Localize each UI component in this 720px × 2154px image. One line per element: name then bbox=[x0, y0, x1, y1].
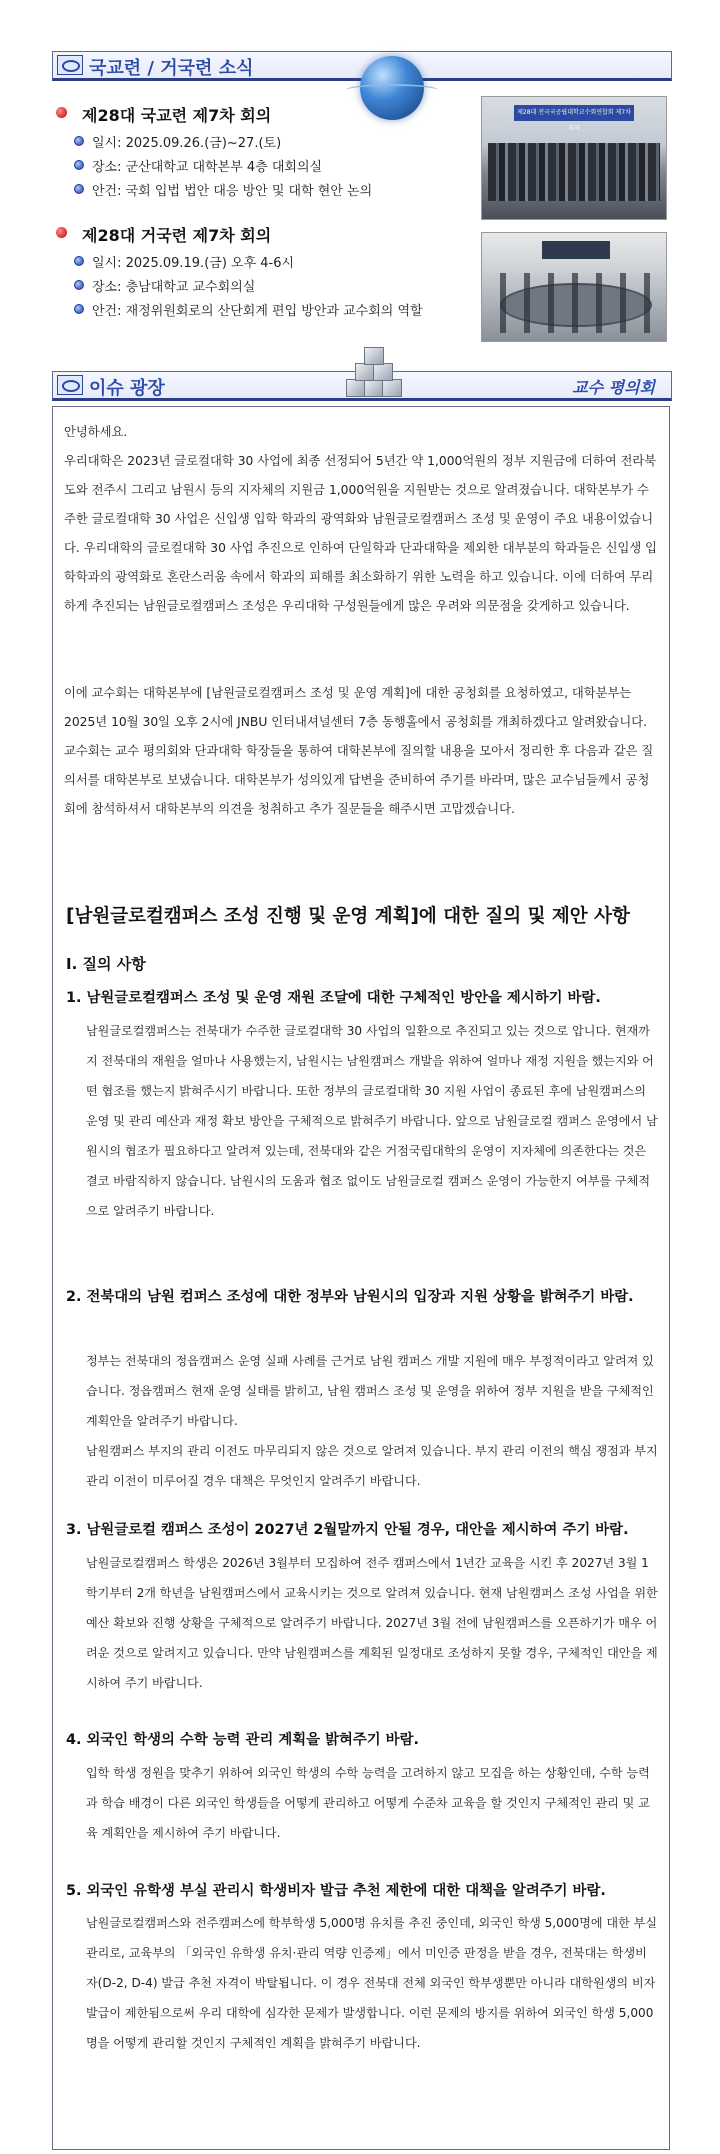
intro-greeting: 안녕하세요. bbox=[64, 425, 128, 439]
meeting-2-title: 제28대 거국련 제7차 회의 bbox=[62, 223, 271, 246]
meeting-2-agenda: 안건: 재정위원회로의 산단회계 편입 방안과 교수회의 역할 bbox=[74, 300, 423, 319]
meeting-1-title: 제28대 국교련 제7차 회의 bbox=[62, 103, 271, 126]
blue-bullet-icon bbox=[74, 136, 84, 146]
meeting-2-room-photo bbox=[481, 232, 667, 342]
question-2-body-1: 정부는 전북대의 정읍캠퍼스 운영 실패 사례를 근거로 남원 캠퍼스 개발 지원에 매우 부정적이라고 알려져 있습니다. 정읍캠퍼스 현재 운영 실태를 밝히고, 남원 캠퍼스 조성 및 운영을 위하여 정부 지원을 받을 구체적인 계획안을 알려주기 바랍니다. bbox=[86, 1354, 654, 1428]
blue-bullet-icon bbox=[74, 184, 84, 194]
photo-people bbox=[488, 143, 660, 201]
intro-paragraph-2: 이에 교수회는 대학본부에 [남원글로컬캠퍼스 조성 및 운영 계획]에 대한 공청회를 요청하였고, 대학분부는 2025년 10월 30일 오후 2시에 JNBU 인터내셔널센터 7층 동행홀에서 공청회를 개최하겠다고 알려왔습니다. 교수회는 교수 평의회와 단과대학 학장들을 통하여 대학본부에 질의할 내용을 모아서 정리한 후 다음과 같은 질의서를 대학본부로 보냈습니다. 대학본부가 성의있게 답변을 준비하여 주기를 바라며, 많은 교수님들께서 공청회에 참석하셔서 대학본부의 의견을 청취하고 추가 질문들을 해주시면 고맙겠습니다. bbox=[64, 686, 654, 816]
globe-decoration-icon bbox=[360, 56, 424, 120]
question-4-title: 4. 외국인 학생의 수학 능력 관리 계획을 밝혀주기 바람. bbox=[66, 1732, 419, 1748]
meeting-1-group-photo bbox=[481, 96, 667, 220]
meeting-2-date: 일시: 2025.09.19.(금) 오후 4-6시 bbox=[74, 252, 294, 271]
news-section-title: 국교련 / 거국련 소식 bbox=[89, 58, 254, 79]
question-4-body: 입학 학생 정원을 맞추기 위하여 외국인 학생의 수학 능력을 고려하지 않고 모집을 하는 상황인데, 수학 능력과 학습 배경이 다른 외국인 학생들을 어떻게 관리하고 어떻게 수준차 교육을 할 것인지 구체적인 관리 및 교육 계획안을 제시하여 주기 바랍니다. bbox=[86, 1766, 650, 1840]
blue-bullet-icon bbox=[74, 280, 84, 290]
meeting-2-place: 장소: 충남대학교 교수회의실 bbox=[74, 276, 255, 295]
red-bullet-icon bbox=[56, 107, 67, 118]
question-3-body: 남원글로컬캠퍼스 학생은 2026년 3월부터 모집하여 전주 캠퍼스에서 1년간 교육을 시킨 후 2027년 3월 1학기부터 2개 학년을 남원캠퍼스에서 교육시키는 것으로 알려져 있습니다. 현재 남원캠퍼스 조성 사업을 위한 예산 확보와 진행 상황을 구체적으로 알려주기 바랍니다. 2027년 3월 전에 남원캠퍼스를 오픈하기가 매우 어려운 것으로 알려지고 있습니다. 만약 남원캠퍼스를 계획된 일정대로 조성하지 못할 경우, 구체적인 대안을 제시하여 주기 바랍니다. bbox=[86, 1556, 658, 1690]
question-5-title: 5. 외국인 유학생 부실 관리시 학생비자 발급 추천 제한에 대한 대책을 알려주기 바람. bbox=[66, 1883, 606, 1899]
intro-paragraph-1: 우리대학은 2023년 글로컬대학 30 사업에 최종 선정되어 5년간 약 1,000억원의 정부 지원금에 더하여 전라북도와 전주시 그리고 남원시 등의 지자체의 지원금 1,000억원을 지원받는 것으로 알려졌습니다. 대학본부가 수주한 글로컬대학 30 사업은 신입생 입학 학과의 광역화와 남원글로컬캠퍼스 조성 및 운영이 주요 내용이었습니다. 우리대학의 글로컬대학 30 사업 추진으로 인하여 단일학과 단과대학을 제외한 대부분의 학과들은 신입생 입학학과의 광역화로 혼란스러움 속에서 학과의 피해를 최소화하기 위한 노력을 하고 있습니다. 이에 더하여 무리하게 추진되는 남원글로컬캠퍼스 조성은 우리대학 구성원들에게 많은 우려와 의문점을 갖게하고 있습니다. bbox=[64, 454, 658, 613]
globe-icon bbox=[57, 55, 83, 75]
blue-bullet-icon bbox=[74, 256, 84, 266]
red-bullet-icon bbox=[56, 227, 67, 238]
issue-section-org: 교수 평의회 bbox=[572, 378, 655, 397]
photo-chairs bbox=[490, 273, 658, 333]
qa-section-label: I. 질의 사항 bbox=[66, 955, 146, 973]
cubes-decoration-icon bbox=[338, 345, 410, 403]
meeting-1-date: 일시: 2025.09.26.(금)~27.(토) bbox=[74, 132, 281, 151]
meeting-1-place: 장소: 군산대학교 대학본부 4층 대회의실 bbox=[74, 156, 322, 175]
issue-section-title: 이슈 광장 bbox=[89, 378, 165, 399]
photo-banner: 제28대 전국국공립대학교수회연합회 제7차 회의 bbox=[514, 105, 634, 121]
qa-heading: [남원글로컬캠퍼스 조성 진행 및 운영 계획]에 대한 질의 및 제안 사항 bbox=[66, 906, 630, 927]
question-2-title: 2. 전북대의 남원 컴퍼스 조성에 대한 정부와 남원시의 입장과 지원 상황을 밝혀주기 바람. bbox=[66, 1289, 634, 1305]
question-1-title: 1. 남원글로컬캠퍼스 조성 및 운영 재원 조달에 대한 구체적인 방안을 제시하기 바람. bbox=[66, 990, 601, 1006]
blue-bullet-icon bbox=[74, 160, 84, 170]
question-5-body: 남원글로컬캠퍼스와 전주캠퍼스에 학부학생 5,000명 유치를 추진 중인데, 외국인 학생 5,000명에 대한 부실 관리로, 교육부의 「외국인 유학생 유치·관리 역량 인증제」에서 미인증 판정을 받을 경우, 전북대는 학생비자(D-2, D-4) 발급 추천 자격이 박탈됩니다. 이 경우 전북대 전체 외국인 학부생뿐만 아니라 대학원생의 비자 발급이 제한됨으로써 우리 대학에 심각한 문제가 발생합니다. 이런 문제의 방지를 위하여 외국인 학생 5,000명을 어떻게 관리할 것인지 구체적인 계획을 밝혀주기 바랍니다. bbox=[86, 1916, 657, 2050]
question-1-body: 남원글로컬캠퍼스는 전북대가 수주한 글로컬대학 30 사업의 일환으로 추진되고 있는 것으로 압니다. 현재까지 전북대의 재원을 얼마나 사용했는지, 남원시는 남원캠퍼스 개발을 위하여 얼마나 재정 지원을 했는지와 어떤 협조를 했는지 밝혀주시기 바랍니다. 또한 정부의 글로컬대학 30 지원 사업이 종료된 후에 남원캠퍼스의 운영 및 관리 예산과 재정 확보 방안을 구체적으로 밝혀주기 바랍니다. 앞으로 남원글로컬 캠퍼스 운영에서 남원시의 협조가 필요하다고 알려져 있는데, 전북대와 같은 거점국립대학의 운영이 지자체에 의존한다는 것은 결코 바람직하지 않습니다. 남원시의 도움과 협조 없이도 남원글로컬 캠퍼스 운영이 가능한지 여부를 구체적으로 알려주기 바랍니다. bbox=[86, 1024, 658, 1218]
question-3-title: 3. 남원글로컬 캠퍼스 조성이 2027년 2월말까지 안될 경우, 대안을 제시하여 주기 바람. bbox=[66, 1522, 629, 1538]
meeting-1-agenda: 안건: 국회 입법 법안 대응 방안 및 대학 현안 논의 bbox=[74, 180, 372, 199]
board-icon bbox=[57, 375, 83, 395]
question-2-body-2: 남원캠퍼스 부지의 관리 이전도 마무리되지 않은 것으로 알려져 있습니다. 부지 관리 이전의 핵심 쟁점과 부지 관리 이전이 미루어질 경우 대책은 무엇인지 알려주기 바랍니다. bbox=[86, 1444, 658, 1488]
blue-bullet-icon bbox=[74, 304, 84, 314]
photo-board bbox=[542, 241, 610, 259]
